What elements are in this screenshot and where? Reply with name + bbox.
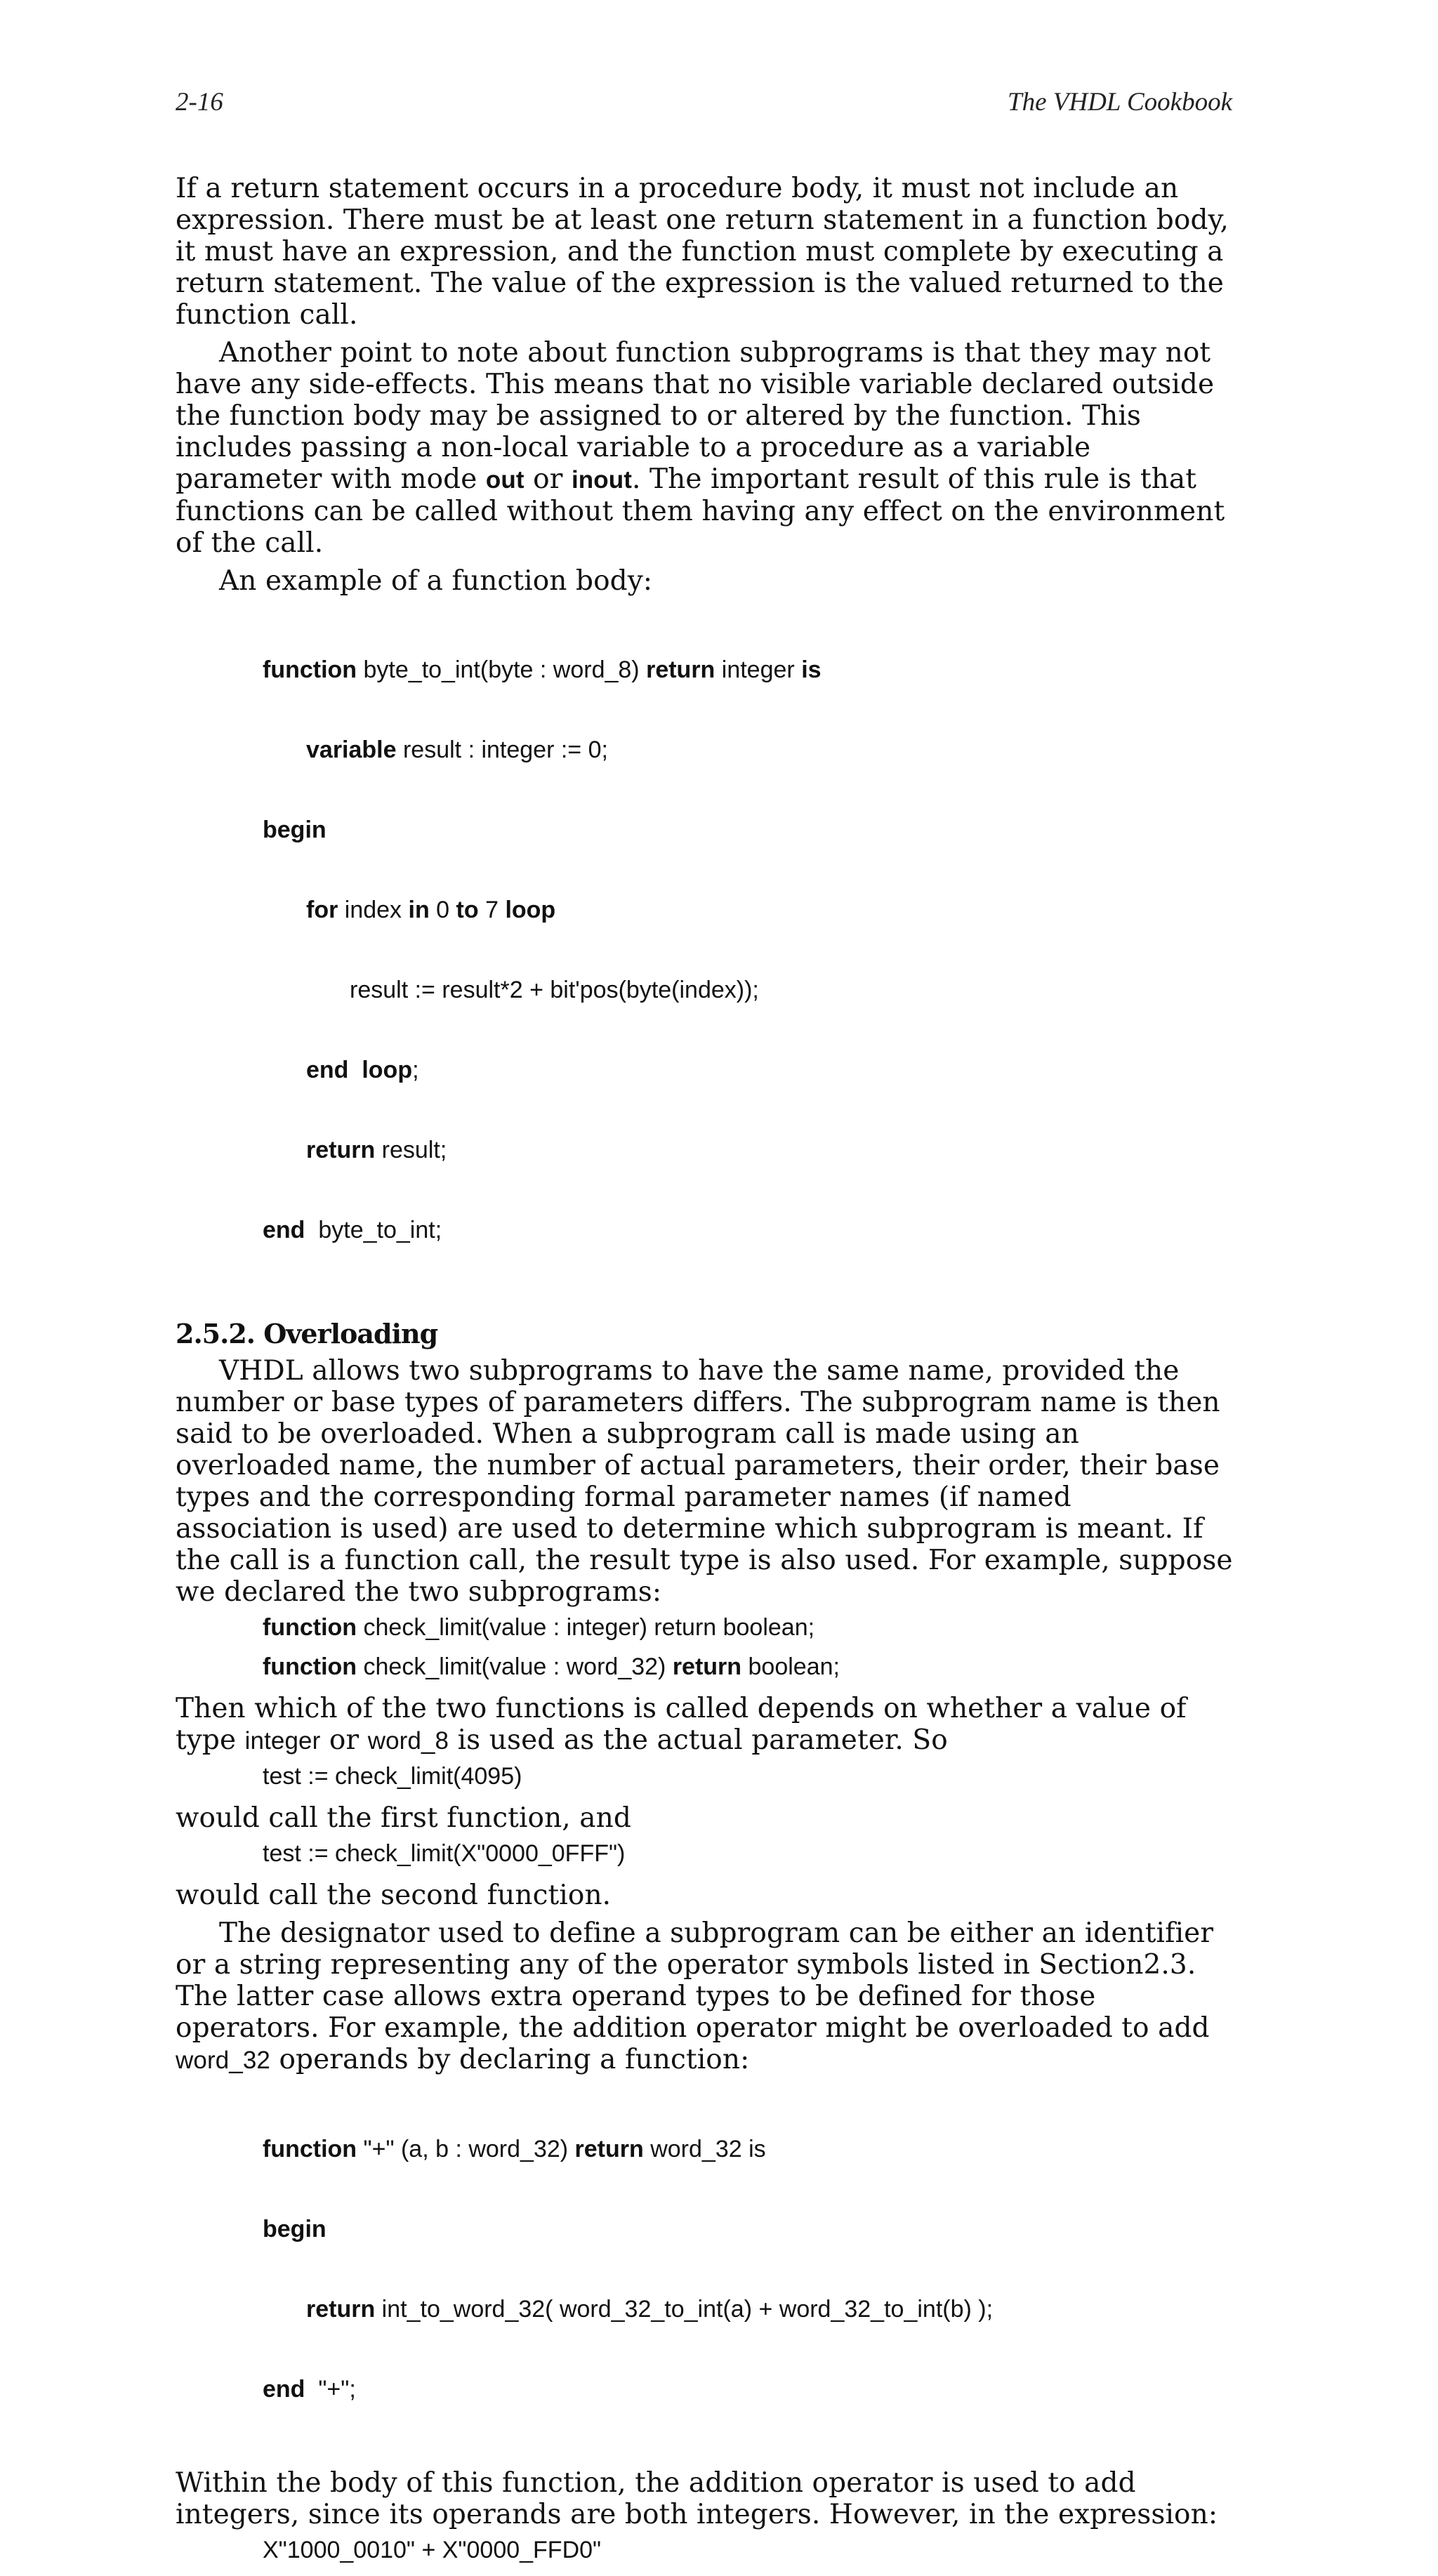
code-keyword: return xyxy=(306,2296,376,2323)
code-line xyxy=(263,2376,1236,2403)
para-text: or xyxy=(524,463,572,495)
code-keyword: in xyxy=(408,897,430,923)
code-line xyxy=(263,1217,1236,1243)
code-keyword: variable xyxy=(306,737,397,763)
running-header-title: The VHDL Cookbook xyxy=(1008,88,1232,117)
para-text: Then which of the two functions is called depends on whether a value of type xyxy=(176,1693,1187,1756)
code-keyword: begin xyxy=(263,817,326,843)
code-line xyxy=(263,2136,1236,2162)
code-text: byte_to_int; xyxy=(305,1217,442,1243)
paragraph-first-function: would call the first function, and xyxy=(176,1802,631,1834)
code-keyword: return xyxy=(574,2136,644,2162)
code-text: result; xyxy=(375,1137,447,1163)
code-text: byte_to_int(byte : word_8) xyxy=(357,656,647,683)
keyword-out: out xyxy=(485,466,525,494)
page-number: 2-16 xyxy=(176,88,223,117)
code-line-check-limit-integer xyxy=(176,1614,1236,1641)
code-line xyxy=(263,2296,1236,2323)
code-keyword: end xyxy=(263,2376,305,2403)
section-heading-overloading: 2.5.2. Overloading xyxy=(176,1318,438,1349)
code-line xyxy=(263,977,1236,1003)
code-text: 0 xyxy=(429,897,456,923)
code-line xyxy=(263,2216,1236,2243)
code-block-plus-operator xyxy=(176,2082,1236,2456)
code-keyword: return xyxy=(306,1137,376,1163)
code-keyword: function xyxy=(263,1614,357,1641)
code-line-hex-expression: X"1000_0010" + X"0000_FFD0" xyxy=(263,2537,602,2563)
para-text: or xyxy=(320,1724,368,1756)
code-line xyxy=(263,817,1236,843)
code-text: check_limit(value : word_32) xyxy=(357,1653,673,1680)
code-keyword: function xyxy=(263,1653,357,1680)
code-line xyxy=(263,737,1236,763)
para-text: Another point to note about function subprograms is that they may not have any side-effects. This means that no visible variable declared outside the function body may be assigned to or altered by the function. This includes passing a non-local variable to a procedure as a variable parameter with mode xyxy=(176,337,1215,495)
code-text: boolean; xyxy=(741,1653,840,1680)
keyword-inout: inout xyxy=(571,466,632,494)
code-text: result : integer := 0; xyxy=(396,737,608,763)
para-text: The designator used to define a subprogram can be either an identifier or a string representing any of the operator symbols listed in Section2.3. The latter case allows extra operand types to be defined for those operators. For example, the addition operator might be overloaded to add xyxy=(176,1917,1214,2044)
code-text: 7 xyxy=(478,897,506,923)
code-text: result := result*2 + bit'pos(byte(index)); xyxy=(350,977,759,1003)
type-integer: integer xyxy=(244,1727,321,1755)
code-text: check_limit(value : integer) return boolean; xyxy=(357,1614,815,1641)
paragraph-which-function xyxy=(176,1693,1236,1757)
code-line-test-4095: test := check_limit(4095) xyxy=(263,1763,522,1790)
code-line-test-hex: test := check_limit(X"0000_0FFF") xyxy=(263,1840,626,1867)
code-text: int_to_word_32( word_32_to_int(a) + word_32_to_int(b) ); xyxy=(375,2296,994,2323)
code-text: index xyxy=(338,897,409,923)
page-body xyxy=(176,173,1236,2576)
code-text: "+"; xyxy=(305,2376,356,2403)
code-text: integer xyxy=(715,656,802,683)
code-keyword: to xyxy=(456,897,479,923)
paragraph-example-intro: An example of a function body: xyxy=(219,565,653,597)
code-text: ; xyxy=(412,1057,419,1083)
code-line xyxy=(263,897,1236,923)
code-keyword: return xyxy=(646,656,715,683)
code-keyword: function xyxy=(263,656,357,683)
type-word-8: word_8 xyxy=(367,1727,449,1755)
code-text: "+" (a, b : word_32) xyxy=(357,2136,575,2162)
paragraph-designator xyxy=(176,1917,1236,2076)
code-line xyxy=(263,1057,1236,1083)
code-keyword: return xyxy=(672,1653,742,1680)
code-keyword: for xyxy=(306,897,338,923)
code-keyword: is xyxy=(801,656,822,683)
code-line xyxy=(263,656,1236,683)
code-block-byte-to-int xyxy=(176,603,1236,1297)
paragraph-addition-body: Within the body of this function, the addition operator is used to add integers, since its operands are both integers. However, in the expression: xyxy=(176,2467,1218,2530)
code-text: word_32 is xyxy=(643,2136,766,2162)
type-word-32: word_32 xyxy=(176,2047,270,2074)
code-keyword: end loop xyxy=(306,1057,413,1083)
paragraph-second-function: would call the second function. xyxy=(176,1880,612,1911)
para-text: operands by declaring a function: xyxy=(270,2044,750,2075)
code-keyword: loop xyxy=(505,897,556,923)
para-text: is used as the actual parameter. So xyxy=(449,1724,948,1756)
code-line-check-limit-word32 xyxy=(176,1653,1236,1680)
code-keyword: end xyxy=(263,1217,305,1243)
code-line xyxy=(263,1137,1236,1163)
code-keyword: begin xyxy=(263,2216,326,2243)
para-text: . The important result of this rule is that functions can be called without them having any effect on the environment of the call. xyxy=(176,463,1225,559)
paragraph-return-statement: If a return statement occurs in a procedure body, it must not include an expression. There must be at least one return statement in a function body, it must have an expression, and the function must complete by executing a return statement. The value of the expression is the valued returned to the function call. xyxy=(176,173,1229,331)
code-keyword: function xyxy=(263,2136,357,2162)
paragraph-side-effects xyxy=(176,337,1236,559)
paragraph-overloading: VHDL allows two subprograms to have the same name, provided the number or base types of parameters differs. The subprogram name is then said to be overloaded. When a subprogram call is made using an overloaded name, the number of actual parameters, their order, their base types and the corresponding formal parameter names (if named association is used) are used to determine which subprogram is meant. If the call is a function call, the result type is also used. For example, suppose we declared the two subprograms: xyxy=(176,1355,1233,1608)
